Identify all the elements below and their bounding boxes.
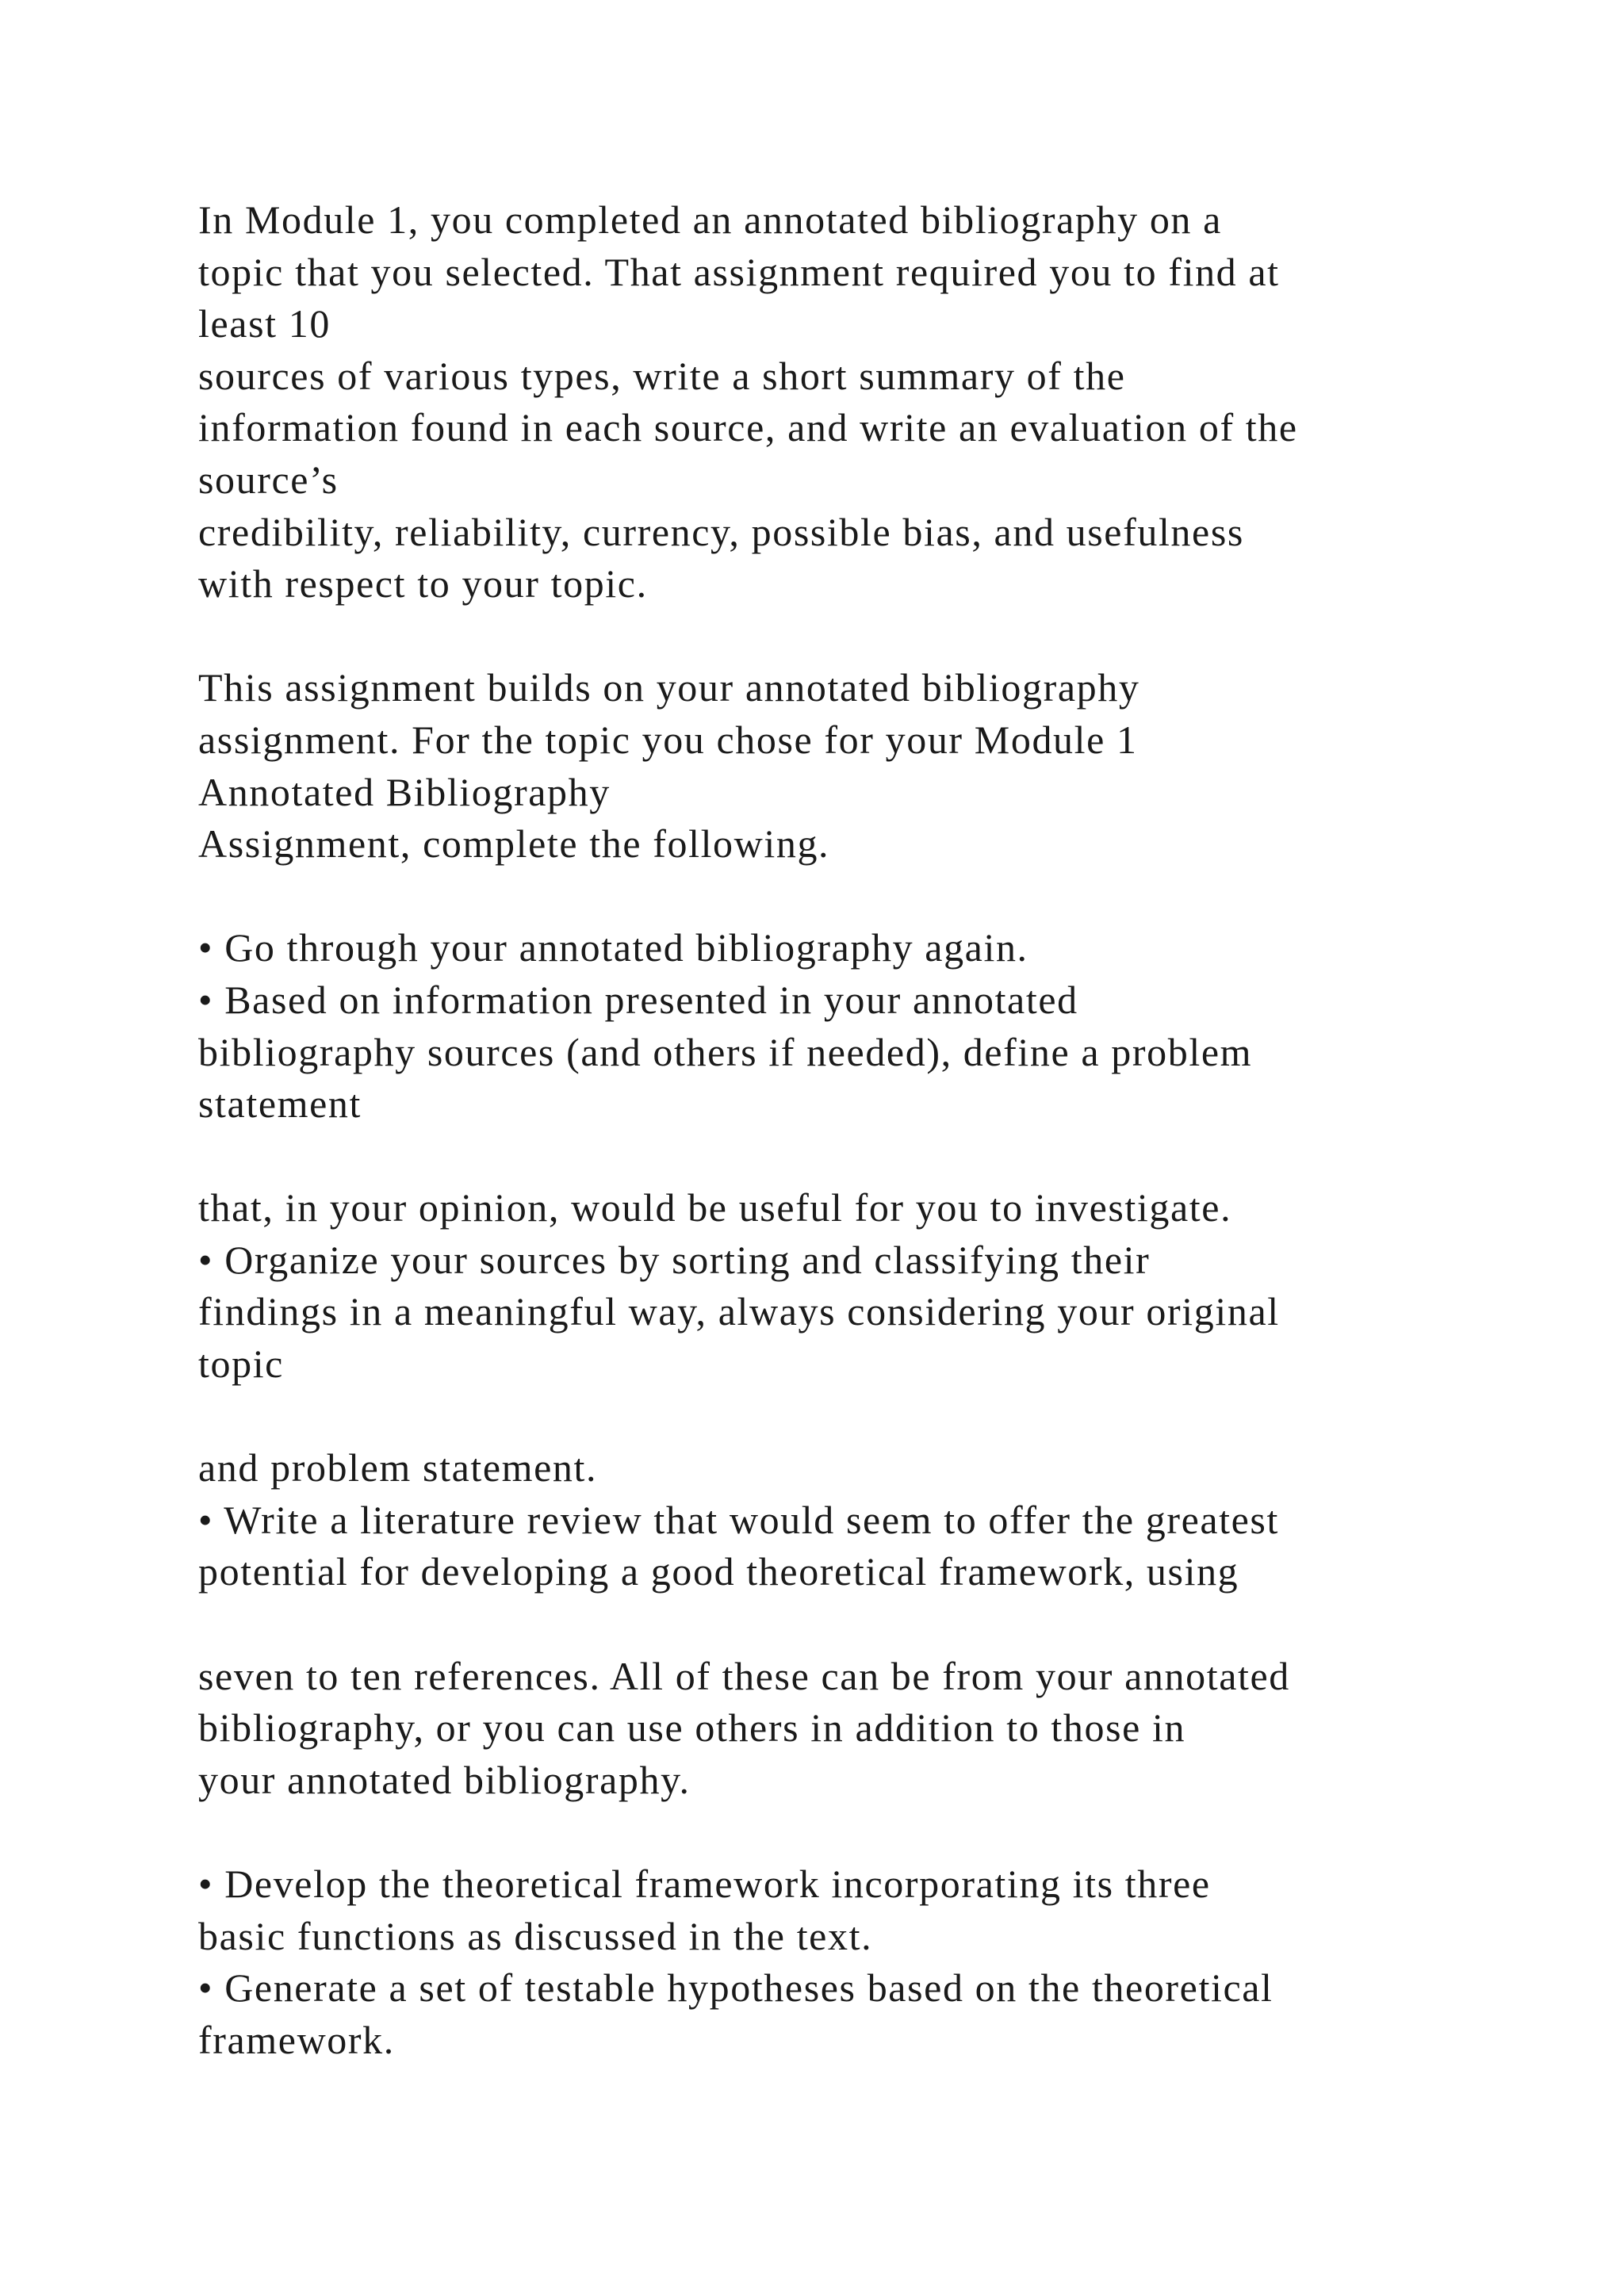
bullet-line: • Generate a set of testable hypotheses based on the theoretical bbox=[198, 1965, 1274, 2011]
blank-line bbox=[198, 871, 1562, 923]
blank-line bbox=[198, 1391, 1562, 1443]
text-line: and problem statement. bbox=[198, 1445, 598, 1490]
text-line: potential for developing a good theoretical framework, using bbox=[198, 1549, 1239, 1594]
text-line: bibliography sources (and others if needed), define a problem bbox=[198, 1029, 1253, 1074]
bullet-line: • Based on information presented in your annotated bbox=[198, 977, 1078, 1022]
text-line: least 10 bbox=[198, 301, 331, 346]
bullet-line: • Go through your annotated bibliography again. bbox=[198, 925, 1028, 970]
text-line: with respect to your topic. bbox=[198, 561, 648, 607]
text-line: assignment. For the topic you chose for your Module 1 bbox=[198, 717, 1138, 762]
text-line: basic functions as discussed in the text. bbox=[198, 1913, 873, 1958]
text-line: Assignment, complete the following. bbox=[198, 821, 830, 867]
bullet-line: • Organize your sources by sorting and classifying their bbox=[198, 1237, 1151, 1282]
text-line: sources of various types, write a short summary of the bbox=[198, 353, 1126, 398]
text-line: that, in your opinion, would be useful for you to investigate. bbox=[198, 1185, 1232, 1230]
text-line: statement bbox=[198, 1081, 362, 1127]
blank-line bbox=[198, 1806, 1562, 1858]
blank-line bbox=[198, 610, 1562, 663]
document-body bbox=[198, 194, 1562, 2066]
text-line: topic bbox=[198, 1341, 284, 1387]
text-line: seven to ten references. All of these can be from your annotated bbox=[198, 1653, 1290, 1698]
text-line: bibliography, or you can use others in addition to those in bbox=[198, 1705, 1186, 1751]
text-line: framework. bbox=[198, 2017, 395, 2062]
text-line: source’s bbox=[198, 457, 339, 502]
text-line: information found in each source, and write an evaluation of the bbox=[198, 405, 1298, 450]
text-line: your annotated bibliography. bbox=[198, 1757, 691, 1802]
text-line: topic that you selected. That assignment required you to find at bbox=[198, 249, 1280, 294]
text-line: In Module 1, you completed an annotated bibliography on a bbox=[198, 197, 1222, 242]
text-line: Annotated Bibliography bbox=[198, 769, 611, 814]
bullet-line: • Write a literature review that would seem to offer the greatest bbox=[198, 1497, 1279, 1542]
text-line: findings in a meaningful way, always considering your original bbox=[198, 1289, 1280, 1334]
text-line: credibility, reliability, currency, possible bias, and usefulness bbox=[198, 509, 1244, 554]
bullet-line: • Develop the theoretical framework incorporating its three bbox=[198, 1862, 1211, 1906]
blank-line bbox=[198, 1131, 1562, 1183]
text-line: This assignment builds on your annotated bibliography bbox=[198, 665, 1140, 710]
blank-line bbox=[198, 1598, 1562, 1651]
